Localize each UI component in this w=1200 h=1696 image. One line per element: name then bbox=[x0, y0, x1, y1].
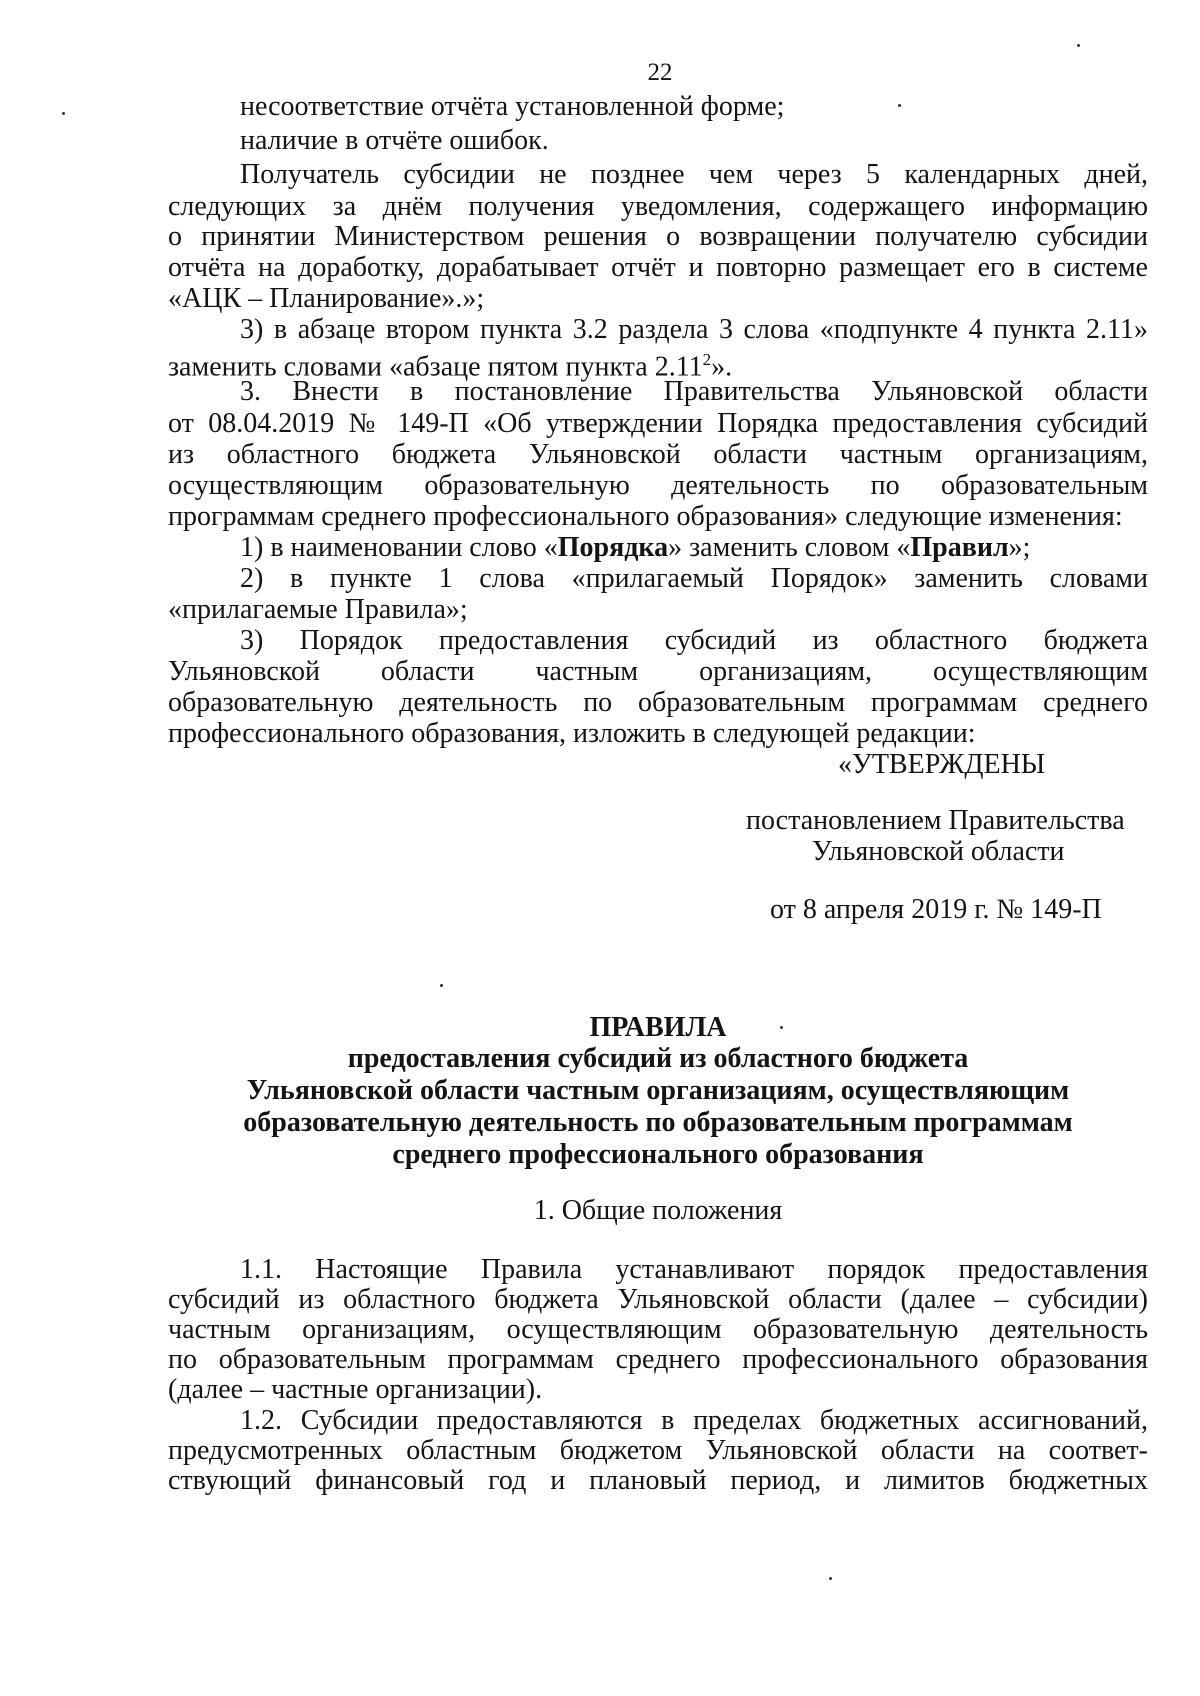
text-fragment: » заменить словом « bbox=[668, 532, 911, 563]
text-line: отчёта на доработку, дорабатывает отчёт и повторно размещает его в системе bbox=[168, 252, 1148, 283]
text-line: (далее – частные организации). bbox=[168, 1374, 543, 1405]
text-line: образовательную деятельность по образовательным программам среднего bbox=[168, 687, 1148, 718]
text-line: программам среднего профессионального образования» следующие изменения: bbox=[168, 501, 1123, 532]
text-fragment: заменить словами «абзаце пятом пункта 2.11 bbox=[168, 351, 703, 383]
section-heading: 1. Общие положения bbox=[533, 1195, 783, 1226]
text-line: по образовательным программам среднего профессионального образования bbox=[168, 1344, 1148, 1375]
text-line: профессионального образования, изложить в следующей редакции: bbox=[168, 718, 976, 749]
text-line: 2) в пункте 1 слова «прилагаемый Порядок» заменить словами bbox=[240, 563, 1148, 594]
text-line: Ульяновской области частным организациям, осуществляющим bbox=[168, 656, 1148, 687]
text-line: частным организациям, осуществляющим образовательную деятельность bbox=[168, 1314, 1148, 1345]
text-line: «прилагаемые Правила»; bbox=[168, 594, 468, 625]
text-line: из областного бюджета Ульяновской области частным организациям, bbox=[168, 439, 1148, 470]
scan-speck bbox=[62, 112, 65, 115]
approval-region: Ульяновской области bbox=[812, 836, 1065, 867]
approval-date-number: от 8 апреля 2019 г. № 149-П bbox=[770, 894, 1102, 925]
text-line: осуществляющим образовательную деятельность по образовательным bbox=[168, 470, 1148, 501]
rules-title-line: предоставления субсидий из областного бюджета bbox=[347, 1043, 969, 1074]
superscript: 2 bbox=[702, 350, 712, 369]
scan-speck bbox=[1077, 44, 1080, 47]
bold-word: Порядка bbox=[557, 532, 669, 563]
rules-title-line: образовательную деятельность по образовательным программам bbox=[243, 1107, 1073, 1138]
text-line: 3. Внести в постановление Правительства Ульяновской области bbox=[240, 376, 1148, 407]
text-line: субсидий из областного бюджета Ульяновской области (далее – субсидии) bbox=[168, 1284, 1148, 1315]
scan-speck bbox=[780, 1026, 783, 1029]
text-fragment: ». bbox=[711, 351, 733, 383]
text-line: 1.2. Субсидии предоставляются в пределах бюджетных ассигнований, bbox=[240, 1405, 1148, 1436]
approval-by-decree: постановлением Правительства bbox=[746, 805, 1125, 836]
scan-speck bbox=[829, 1577, 832, 1580]
text-line: следующих за днём получения уведомления, содержащего информацию bbox=[168, 191, 1148, 222]
approval-approved: «УТВЕРЖДЕНЫ bbox=[838, 749, 1046, 780]
text-fragment: 1) в наименовании слово « bbox=[240, 532, 558, 563]
bold-word: Правил bbox=[910, 532, 1009, 563]
rules-heading: ПРАВИЛА bbox=[589, 1012, 727, 1043]
rules-title-line: среднего профессионального образования bbox=[392, 1139, 924, 1170]
text-line: 3) в абзаце втором пункта 3.2 раздела 3 слова «подпункте 4 пункта 2.11» bbox=[240, 314, 1148, 345]
text-line: несоответствие отчёта установленной форме; bbox=[240, 91, 785, 122]
rules-title-line: Ульяновской области частным организациям, осуществляющим bbox=[246, 1075, 1070, 1106]
text-line: ствующий финансовый год и плановый период, и лимитов бюджетных bbox=[168, 1465, 1148, 1496]
text-line: Получатель субсидии не позднее чем через 5 календарных дней, bbox=[240, 159, 1148, 190]
text-line: 3) Порядок предоставления субсидий из областного бюджета bbox=[240, 625, 1148, 656]
text-line: 1.1. Настоящие Правила устанавливают порядок предоставления bbox=[240, 1254, 1148, 1285]
text-line: наличие в отчёте ошибок. bbox=[240, 125, 549, 156]
text-line: «АЦК – Планирование».»; bbox=[168, 283, 485, 314]
text-line bbox=[240, 531, 1148, 565]
text-line: предусмотренных областным бюджетом Ульяновской области на соответ- bbox=[168, 1435, 1148, 1466]
text-line: от 08.04.2019 № 149-П «Об утверждении Порядка предоставления субсидий bbox=[168, 408, 1148, 439]
text-line: о принятии Министерством решения о возвращении получателю субсидии bbox=[168, 221, 1148, 252]
scan-speck bbox=[440, 984, 443, 987]
page-number: 22 bbox=[647, 59, 673, 86]
text-fragment: »; bbox=[1008, 532, 1031, 563]
scan-speck bbox=[898, 104, 901, 107]
